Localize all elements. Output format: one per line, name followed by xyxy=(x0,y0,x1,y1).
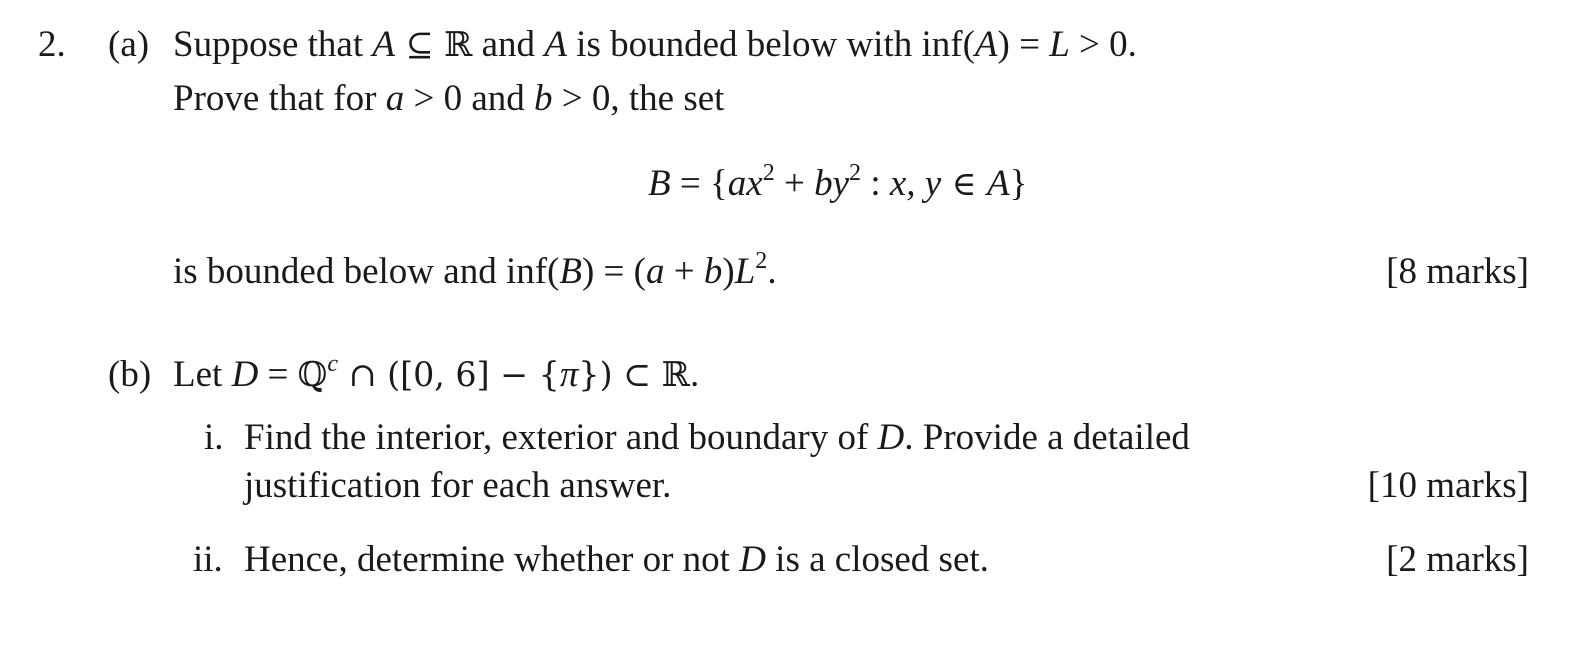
sub-ii-text: Hence, determine whether or not D is a closed set. xyxy=(244,539,989,580)
sub-ii-label: ii. xyxy=(193,539,223,580)
part-a-line-2: Prove that for a > 0 and b > 0, the set xyxy=(173,78,725,119)
sub-i-line-1: Find the interior, exterior and boundary of D. Provide a detailed xyxy=(244,417,1190,458)
part-b-intro: Let D = ℚ$^c$ ∩ ([0, 6] − {π}) ⊂ ℝ. xyxy=(173,351,700,395)
set-b-definition: $B = \{ax^2 + by^2$ : x, y ∈ A} xyxy=(648,160,1028,204)
part-a-label: (a) xyxy=(108,24,150,65)
sub-ii-marks: [2 marks] xyxy=(1386,539,1529,580)
part-b-label: (b) xyxy=(108,354,152,395)
question-number: 2. xyxy=(38,24,66,65)
sub-i-marks: [10 marks] xyxy=(1367,465,1529,506)
sub-i-label: i. xyxy=(204,417,224,458)
part-a-line-3: is bounded below and $inf(B) = (a + b)L^2$. xyxy=(173,248,777,292)
sub-i-line-2: justification for each answer. xyxy=(244,465,672,506)
part-a-marks: [8 marks] xyxy=(1386,251,1529,292)
part-a-line-1: Suppose that A ⊆ ℝ and A is bounded below with inf(A) = L > 0. xyxy=(173,24,1137,65)
